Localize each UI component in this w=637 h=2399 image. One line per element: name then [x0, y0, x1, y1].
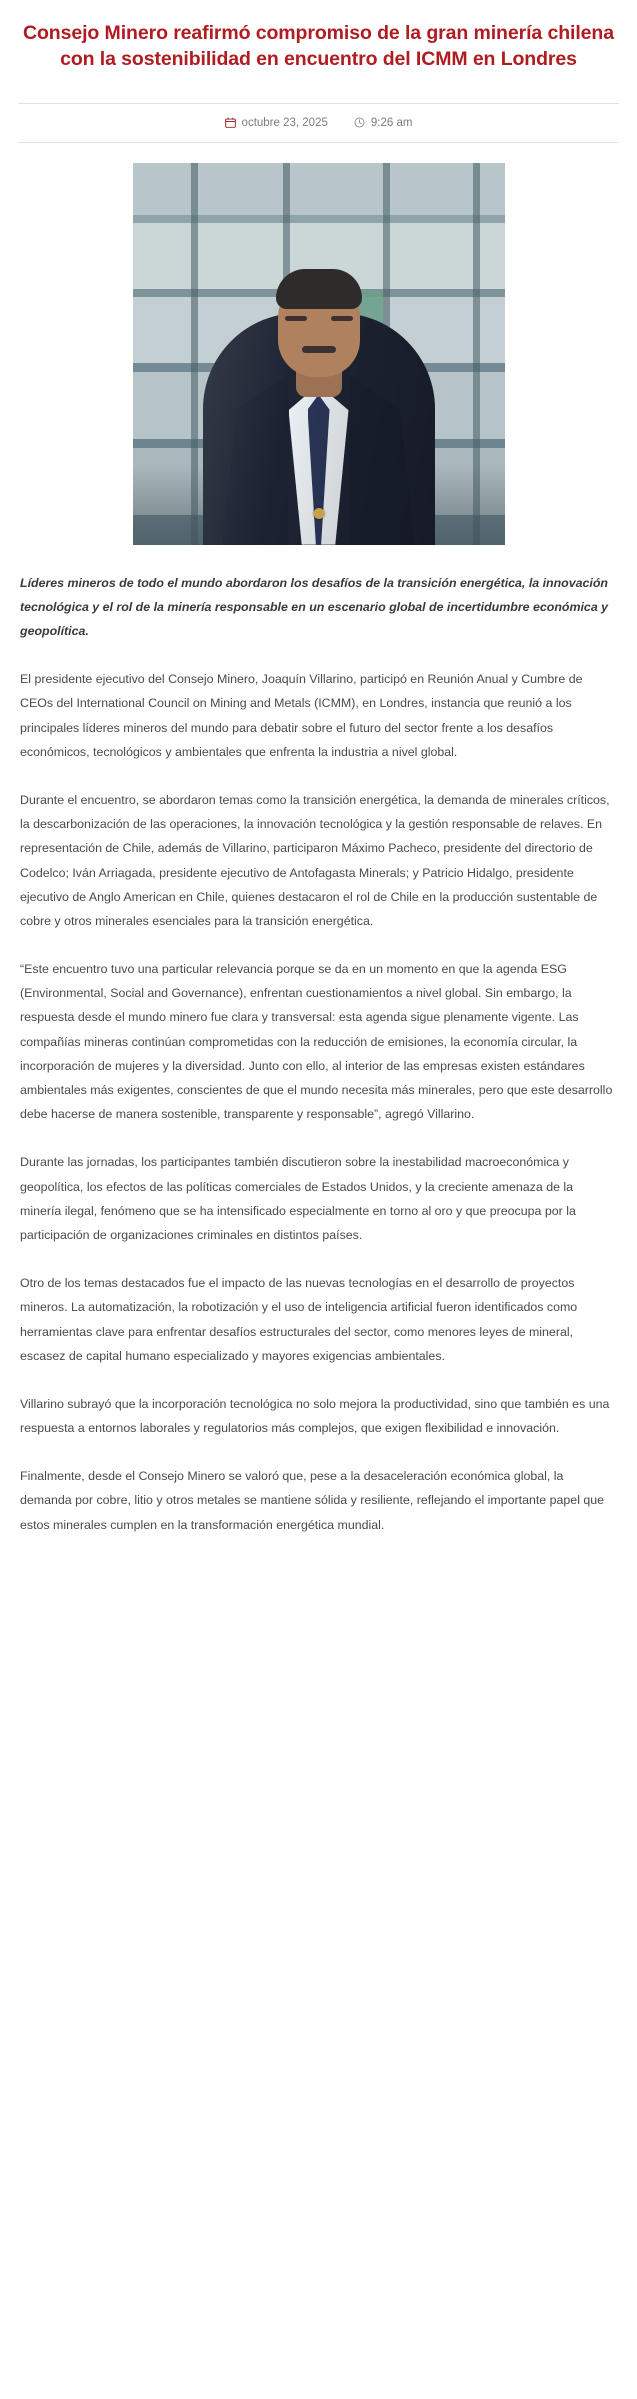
clock-icon	[354, 117, 365, 128]
hair	[276, 269, 362, 309]
portrait-subject	[194, 245, 444, 545]
page-title: Consejo Minero reafirmó compromiso de la gran minería chilena con la sostenibilidad en encuentro del ICMM en Londres	[23, 22, 614, 71]
article-paragraph: Durante las jornadas, los participantes también discutieron sobre la inestabilidad macroeconómica y geopolítica, los efectos de las políticas comerciales de Estados Unidos, y la creciente amenaza de la minería ilegal, fenómeno que se ha intensificado especialmente en torno al oro y que preocupa por la participación de organizaciones criminales en distintos países.	[20, 1155, 576, 1242]
article-lead: Líderes mineros de todo el mundo abordaron los desafíos de la transición energética, la innovación tecnológica y el rol de la minería responsable en un escenario global de incertidumbre económica y geopolítica.	[20, 575, 609, 638]
article-paragraph: Finalmente, desde el Consejo Minero se valoró que, pese a la desaceleración económica global, la demanda por cobre, litio y otros metales se mantiene sólida y resiliente, reflejando el importante papel que estos minerales cumplen en la transformación energética mundial.	[20, 1469, 605, 1532]
calendar-icon	[225, 117, 236, 128]
meta-divider-bottom	[18, 142, 619, 143]
meta-date	[225, 117, 328, 129]
eyebrow-right	[331, 316, 353, 321]
jacket-button	[313, 508, 324, 519]
article-paragraph: El presidente ejecutivo del Consejo Minero, Joaquín Villarino, participó en Reunión Anual y Cumbre de CEOs del International Council on Mining and Metals (ICMM), en Londres, instancia que reunió a los principales líderes mineros del mundo para debatir sobre el futuro del sector frente a los desafíos económicos, tecnológicos y ambientales que enfrenta la industria a nivel global.	[20, 672, 583, 759]
article-paragraph: Durante el encuentro, se abordaron temas como la transición energética, la demanda de minerales críticos, la descarbonización de las operaciones, la innovación tecnológica y la gestión responsable de relaves. En representación de Chile, además de Villarino, participaron Máximo Pacheco, presidente del directorio de Codelco; Iván Arriagada, presidente ejecutivo de Antofagasta Minerals; y Patricio Hidalgo, presidente ejecutivo de Anglo American en Chile, quienes destacaron el rol de Chile en la producción sustentable de cobre y otros minerales esenciales para la transición energética.	[20, 792, 610, 928]
article-paragraph: Otro de los temas destacados fue el impacto de las nuevas tecnologías en el desarrollo de proyectos mineros. La automatización, la robotización y el uso de inteligencia artificial fueron identificados como herramientas clave para enfrentar desafíos estructurales del sector, como menores leyes de mineral, escasez de capital humano especializado y mayores exigencias ambientales.	[20, 1276, 578, 1363]
meta-date-text: octubre 23, 2025	[241, 116, 328, 129]
hero-image-wrapper	[14, 163, 623, 545]
eyebrow-left	[285, 316, 307, 321]
meta-time-text: 9:26 am	[370, 116, 413, 129]
article-paragraph: “Este encuentro tuvo una particular relevancia porque se da en un momento en que la agenda ESG (Environmental, Social and Governance), enfrentan cuestionamientos a nivel global. Sin embargo, la respuesta desde el mundo minero fue clara y transversal: esta agenda sigue plenamente vigente. Las compañías mineras continúan comprometidas con la reducción de emisiones, la economía circular, la incorporación de mujeres y la diversidad. Junto con ello, al interior de las empresas existen estándares ambientales más exigentes, conscientes de que el mundo necesita más minerales, pero que este desarrollo debe hacerse de manera sostenible, transparente y responsable”, agregó Villarino.	[20, 962, 613, 1122]
meta-time	[354, 117, 413, 129]
article-paragraph: Villarino subrayó que la incorporación tecnológica no solo mejora la productividad, sino que también es una respuesta a entornos laborales y regulatorios más complejos, que exigen flexibilidad e innovación.	[20, 1396, 610, 1436]
moustache	[302, 346, 336, 353]
article-meta	[14, 104, 623, 142]
hero-image	[133, 163, 505, 545]
